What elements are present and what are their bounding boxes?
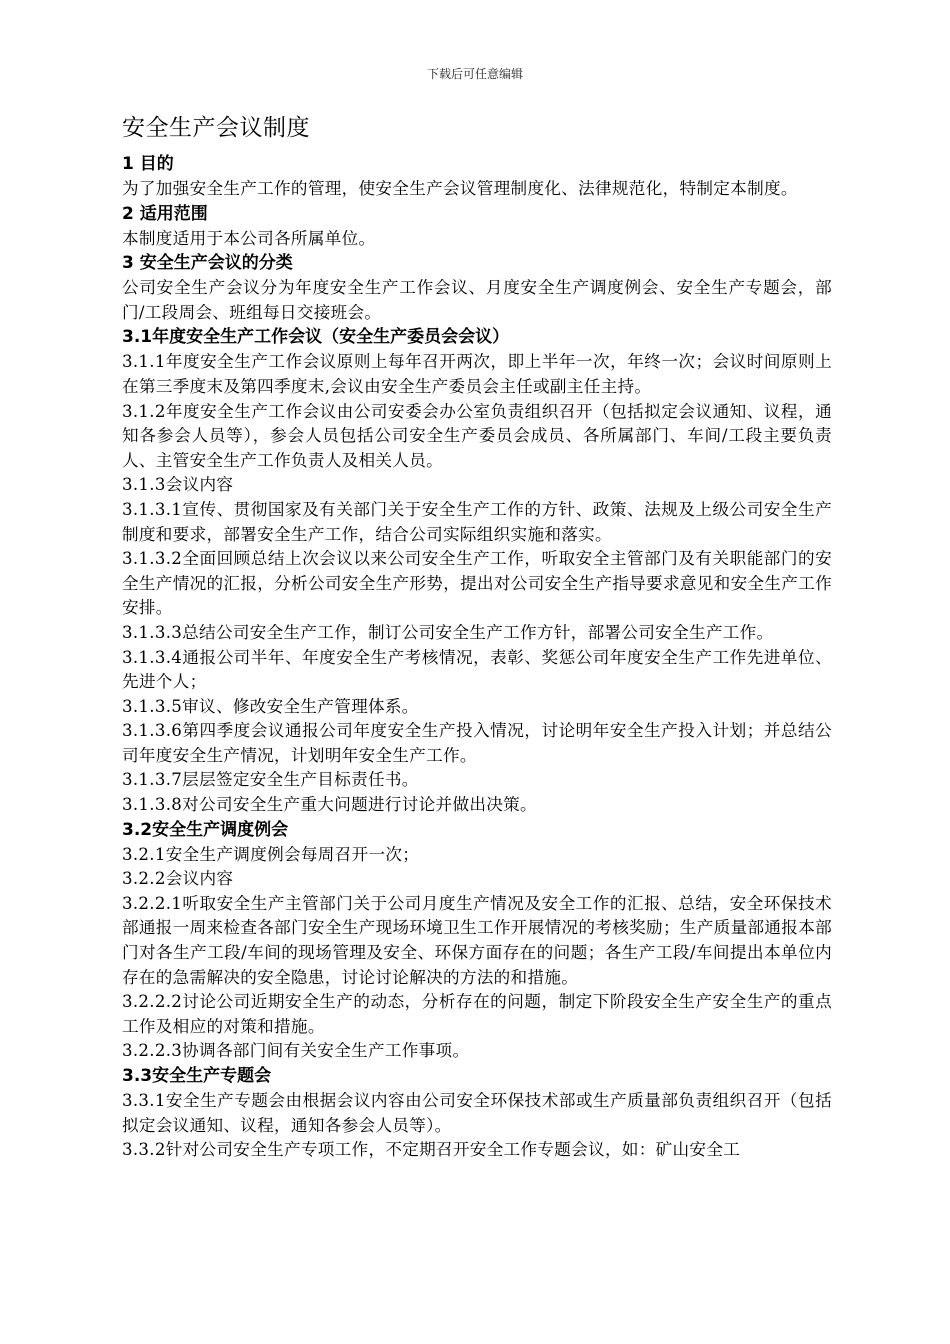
section-3-3-heading: 3.3安全生产专题会 — [122, 1066, 272, 1086]
header-note: 下载后可任意编辑 — [426, 67, 523, 81]
section-3-heading: 3 安全生产会议的分类 — [122, 253, 293, 274]
clause-3-1-3-7: 3.1.3.7层层签定安全生产目标责任书。 — [122, 770, 419, 790]
clause-3-2-2-2: 3.2.2.2讨论公司近期安全生产的动态，分析存在的问题，制定下阶段安全生产安全生产的重点工作及相应的对策和措施。 — [122, 992, 832, 1036]
section-3-text: 公司安全生产会议分为年度安全生产工作会议、月度安全生产调度例会、安全生产专题会，部门/工段周会、班组每日交接班会。 — [122, 278, 832, 322]
section-3-1-heading: 3.1年度安全生产工作会议（安全生产委员会会议） — [122, 327, 510, 348]
section-2-text: 本制度适用于本公司各所属单位。 — [122, 228, 376, 248]
clause-3-2-2-1: 3.2.2.1听取安全生产主管部门关于公司月度生产情况及安全工作的汇报、总结，安全环保技术部通报一周来检查各部门安全生产现场环境卫生工作开展情况的考核奖励；生产质量部通报本部门对各生产工段/车间的现场管理及安全、环保方面存在的问题；各生产工段/车间提出本单位内存在的急需解决的安全隐患，讨论讨论解决的方法的和措施。 — [122, 893, 832, 987]
clause-3-1-3-1: 3.1.3.1宣传、贯彻国家及有关部门关于安全生产工作的方针、政策、法规及上级公司安全生产制度和要求，部署安全生产工作，结合公司实际组织实施和落实。 — [122, 499, 832, 544]
clause-3-3-2: 3.3.2针对公司安全生产专项工作，不定期召开安全工作专题会议，如：矿山安全工 — [122, 1140, 741, 1160]
document-blocks — [122, 152, 832, 1163]
clause-3-2-1: 3.2.1安全生产调度例会每周召开一次； — [122, 844, 420, 864]
document-body — [122, 110, 832, 1163]
document-title: 安全生产会议制度 — [122, 115, 310, 141]
clause-3-1-3-3: 3.1.3.3总结公司安全生产工作，制订公司安全生产工作方针，部署公司安全生产工作。 — [122, 622, 774, 642]
section-1-text: 为了加强安全生产工作的管理，使安全生产会议管理制度化、法律规范化，特制定本制度。 — [122, 179, 798, 198]
clause-3-1-2: 3.1.2年度安全生产工作会议由公司安委会办公室负责组织召开（包括拟定会议通知、议程，通知各参会人员等），参会人员包括公司安全生产委员会成员、各所属部门、车间/工段主要负责人、主管安全生产工作负责人及相关人员。 — [122, 401, 832, 470]
clause-3-3-1: 3.3.1安全生产专题会由根据会议内容由公司安全环保技术部或生产质量部负责组织召开（包括拟定会议通知、议程，通知各参会人员等）。 — [122, 1091, 832, 1135]
clause-3-1-3-8: 3.1.3.8对公司安全生产重大问题进行讨论并做出决策。 — [122, 795, 537, 815]
section-2-heading: 2 适用范围 — [122, 203, 208, 224]
clause-3-1-3-4: 3.1.3.4通报公司半年、年度安全生产考核情况，表彰、奖惩公司年度安全生产工作先进单位、先进个人； — [122, 647, 832, 692]
clause-3-1-3-6: 3.1.3.6第四季度会议通报公司年度安全生产投入情况，讨论明年安全生产投入计划；并总结公司年度安全生产情况，计划明年安全生产工作。 — [122, 721, 832, 765]
section-1-heading: 1 目的 — [122, 154, 174, 174]
clause-3-1-3-2: 3.1.3.2全面回顾总结上次会议以来公司安全生产工作，听取安全主管部门及有关职能部门的安全生产情况的汇报，分析公司安全生产形势，提出对公司安全生产指导要求意见和安全生产工作安排。 — [122, 549, 832, 618]
section-3-2-heading: 3.2安全生产调度例会 — [122, 819, 289, 840]
clause-3-1-3-5: 3.1.3.5审议、修改安全生产管理体系。 — [122, 696, 419, 716]
clause-3-1-3: 3.1.3会议内容 — [122, 475, 234, 495]
clause-3-2-2-3: 3.2.2.3协调各部门间有关安全生产工作事项。 — [122, 1041, 470, 1061]
clause-3-1-1: 3.1.1年度安全生产工作会议原则上每年召开两次，即上半年一次，年终一次；会议时间原则上在第三季度末及第四季度末,会议由安全生产委员会主任或副主任主持。 — [122, 352, 832, 396]
clause-3-2-2: 3.2.2会议内容 — [122, 869, 234, 889]
